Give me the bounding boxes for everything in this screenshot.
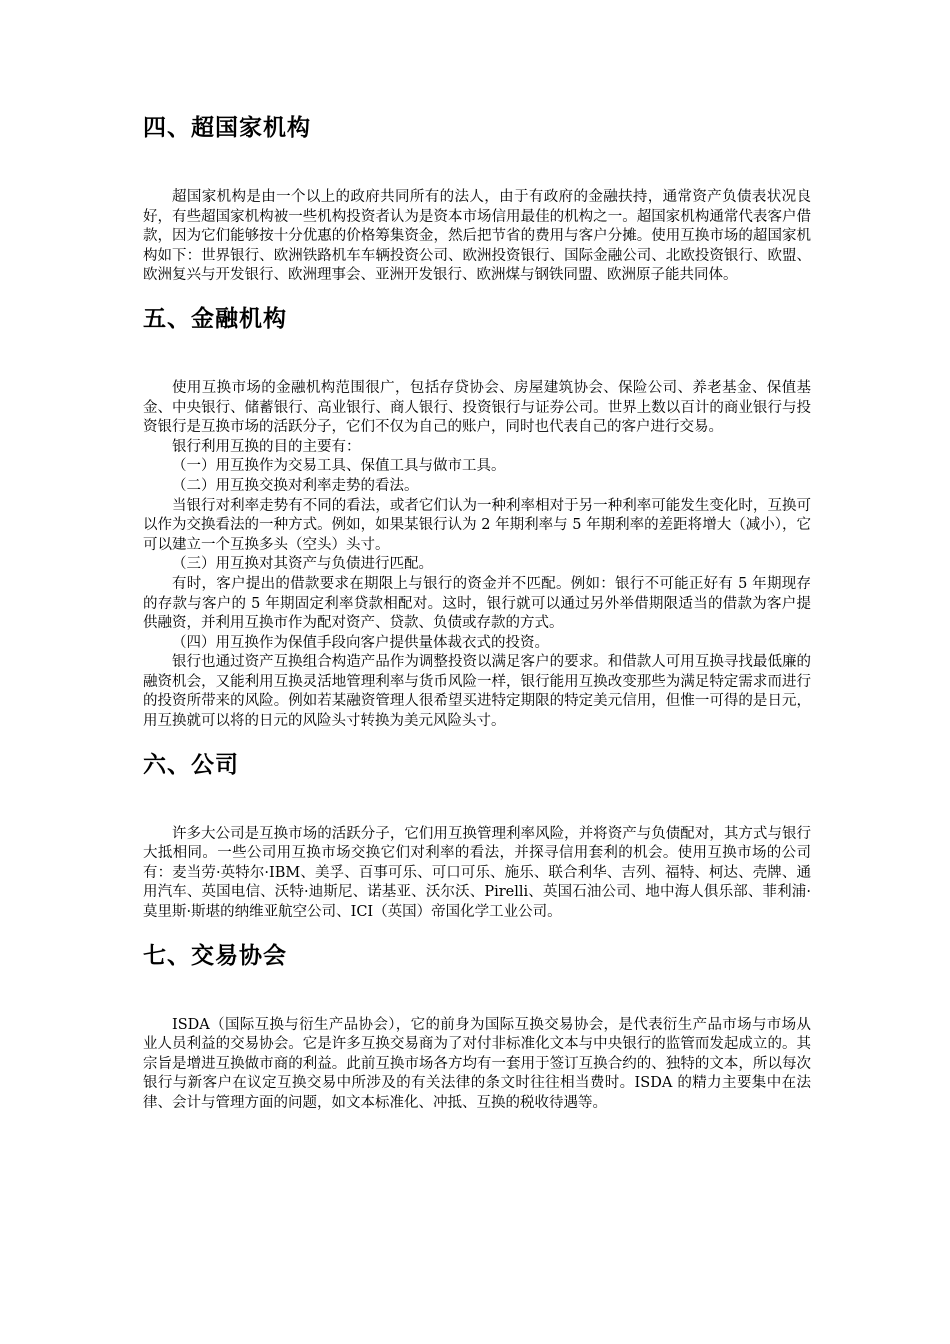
- paragraph: （三）用互换对其资产与负债进行匹配。: [172, 556, 433, 573]
- paragraph: （一）用互换作为交易工具、保值工具与做市工具。: [172, 458, 506, 475]
- paragraph: 超国家机构是由一个以上的政府共同所有的法人，由于有政府的金融扶持，通常资产负债表状况良好，有些超国家机构被一些机构投资者认为是资本市场信用最佳的机构之一。超国家机构通常代表客户借款，因为它们能够按十分优惠的价格筹集资金，然后把节省的费用与客户分摊。使用互换市场的超国家机构如下：世界银行、欧洲铁路机车车辆投资公司、欧洲投资银行、国际金融公司、北欧投资银行、欧盟、欧洲复兴与开发银行、欧洲理事会、亚洲开发银行、欧洲煤与钢铁同盟、欧洲原子能共同体。: [143, 189, 811, 284]
- section-companies: [143, 745, 811, 923]
- paragraph: （四）用互换作为保值手段向客户提供量体裁衣式的投资。: [172, 634, 549, 651]
- section-supranational: [143, 108, 811, 286]
- paragraph: 银行也通过资产互换组合构造产品作为调整投资以满足客户的要求。和借款人可用互换寻找最低廉的融资机会，又能利用互换灵活地管理利率与货币风险一样，银行能用互换改变那些为满足特定需求而进行的投资所带来的风险。例如若某融资管理人很希望买进特定期限的特定美元信用，但惟一可得的是日元，用互换就可以将的日元的风险头寸转换为美元风险头寸。: [143, 654, 811, 730]
- section-title: 六、公司: [143, 751, 239, 778]
- paragraph: 使用互换市场的金融机构范围很广，包括存贷协会、房屋建筑协会、保险公司、养老基金、保值基金、中央银行、储蓄银行、高业银行、商人银行、投资银行与证券公司。世界上数以百计的商业银行与投资银行是互换市场的活跃分子，它们不仅为自己的账户，同时也代表自己的客户进行交易。: [143, 379, 811, 436]
- paragraph: 许多大公司是互换市场的活跃分子，它们用互换管理利率风险，并将资产与负债配对，其方式与银行大抵相同。一些公司用互换市场交换它们对利率的看法，并探寻信用套利的机会。使用互换市场的公司有：麦当劳·英特尔·IBM、美孚、百事可乐、可口可乐、施乐、联合利华、吉列、福特、柯达、壳牌、通用汽车、英国电信、沃特·迪斯尼、诺基亚、沃尔沃、Pirelli、英国石油公司、地中海人俱乐部、菲利浦·莫里斯·斯堪的纳维亚航空公司、ICI（英国）帝国化学工业公司。: [143, 825, 811, 921]
- document-body: [143, 108, 811, 1114]
- section-title: 四、超国家机构: [143, 115, 311, 141]
- section-financial-institutions: [143, 299, 811, 732]
- section-title: 七、交易协会: [143, 942, 287, 969]
- paragraph: ISDA（国际互换与衍生产品协会），它的前身为国际互换交易协会，是代表衍生产品市场与市场从业人员利益的交易协会。它是许多互换交易商为了对付非标准化文本与中央银行的监管而发起成立的。其宗旨是增进互换做市商的利益。此前互换市场各方均有一套用于签订互换合约的、独特的文本，所以每次银行与新客户在议定互换交易中所涉及的有关法律的条文时往往相当费时。ISDA 的精力主要集中在法律、会计与管理方面的问题，如文本标准化、冲抵、互换的税收待遇等。: [143, 1016, 811, 1111]
- paragraph: （二）用互换交换对利率走势的看法。: [172, 477, 419, 494]
- paragraph: 有时，客户提出的借款要求在期限上与银行的资金并不匹配。例如：银行不可能正好有 5 年期现存的存款与客户的 5 年期固定利率贷款相配对。这时，银行就可以通过另外举借期限适当的借款为客户提供融资，并利用互换市作为配对资产、贷款、负债或存款的方式。: [143, 575, 811, 632]
- section-trade-associations: [143, 936, 811, 1114]
- paragraph: 银行利用互换的目的主要有：: [172, 438, 361, 455]
- paragraph: 当银行对利率走势有不同的看法，或者它们认为一种利率相对于另一种利率可能发生变化时，互换可以作为交换看法的一种方式。例如，如果某银行认为 2 年期利率与 5 年期利率的差距将增大（减小），它可以建立一个互换多头（空头）头寸。: [143, 497, 811, 553]
- section-title: 五、金融机构: [143, 305, 287, 332]
